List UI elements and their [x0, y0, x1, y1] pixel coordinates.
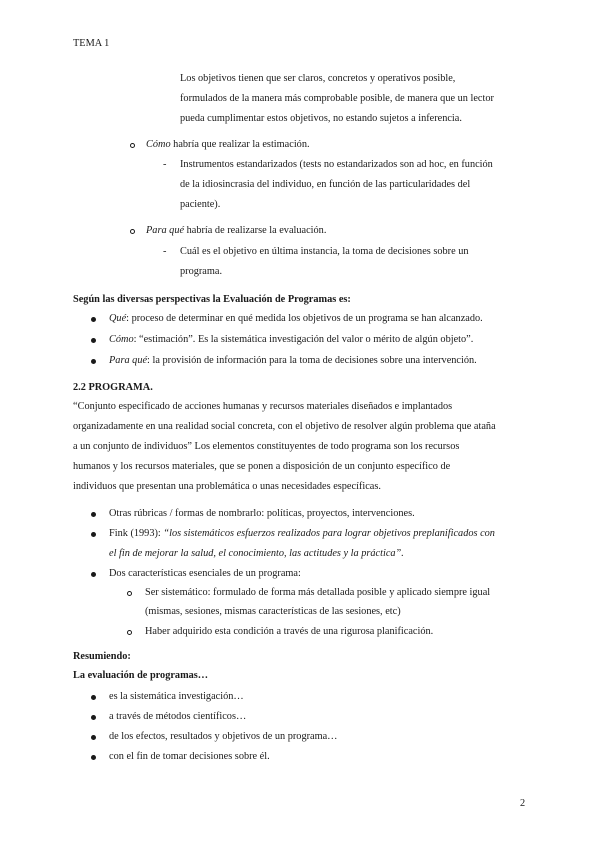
bullet-icon: [91, 735, 96, 740]
bullet-icon: [91, 695, 96, 700]
intro-line: Los objetivos tienen que ser claros, concretos y operativos posible,: [180, 73, 456, 84]
resumen-item: de los efectos, resultados y objetivos de un programa…: [109, 731, 338, 742]
como-sub-line: de la idiosincrasia del individuo, en función de las particularidades del: [180, 179, 471, 190]
circle-bullet-icon: [127, 591, 132, 596]
dash-bullet-icon: -: [163, 159, 167, 170]
bullet-icon: [91, 338, 96, 343]
circle-bullet-icon: [130, 143, 135, 148]
resumen-item: a través de métodos científicos…: [109, 711, 247, 722]
como-item: Cómo habría que realizar la estimación.: [146, 139, 310, 150]
bullet-icon: [91, 532, 96, 537]
bullet-icon: [91, 715, 96, 720]
resumen-item: con el fin de tomar decisiones sobre él.: [109, 751, 270, 762]
bullet-icon: [91, 512, 96, 517]
section-heading: 2.2 PROGRAMA.: [73, 382, 153, 393]
programa-line: individuos que presentan una problemática o unas necesidades específicas.: [73, 481, 381, 492]
programa-item-continued: el fin de mejorar la salud, el conocimiento, las actitudes y la práctica”.: [109, 548, 404, 559]
paraque-item: Para qué habría de realizarse la evaluación.: [146, 225, 327, 236]
perspectiva-item: Qué: proceso de determinar en qué medida los objetivos de un programa se han alcanzado.: [109, 313, 483, 324]
como-sub-line: paciente).: [180, 199, 221, 210]
bullet-icon: [91, 755, 96, 760]
intro-line: formulados de la manera más comprobable posible, de manera que un lector: [180, 93, 494, 104]
bullet-icon: [91, 317, 96, 322]
perspectivas-heading: Según las diversas perspectivas la Evaluación de Programas es:: [73, 294, 351, 305]
resumen-heading: Resumiendo:: [73, 651, 131, 662]
programa-line: organizadamente en una realidad social concreta, con el objetivo de resolver algún problema que ataña: [73, 421, 496, 432]
bullet-icon: [91, 359, 96, 364]
programa-line: “Conjunto especificado de acciones humanas y recursos materiales diseñados e implantados: [73, 401, 453, 412]
circle-bullet-icon: [130, 229, 135, 234]
resumen-item: es la sistemática investigación…: [109, 691, 244, 702]
page-number: 2: [520, 798, 526, 809]
bullet-icon: [91, 572, 96, 577]
resumen-subheading: La evaluación de programas…: [73, 670, 209, 681]
programa-item: Otras rúbricas / formas de nombrarlo: políticas, proyectos, intervenciones.: [109, 508, 415, 519]
paraque-sub-line: Cuál es el objetivo en última instancia, la toma de decisiones sobre un: [180, 246, 469, 257]
programa-item: Fink (1993): “los sistemáticos esfuerzos realizados para lograr objetivos preplanificados con: [109, 528, 495, 539]
como-sub-line: Instrumentos estandarizados (tests no estandarizados son ad hoc, en función: [180, 159, 493, 170]
programa-sub-item: Ser sistemático: formulado de forma más detallada posible y aplicado siempre igual: [145, 587, 491, 598]
perspectiva-item: Cómo: “estimación”. Es la sistemática investigación del valor o mérito de algún objeto”.: [109, 334, 474, 345]
programa-item: Dos características esenciales de un programa:: [109, 568, 301, 579]
programa-sub-item: Haber adquirido esta condición a través de una rigurosa planificación.: [145, 626, 434, 637]
dash-bullet-icon: -: [163, 246, 167, 257]
intro-line: pueda cumplimentar estos objetivos, no estando sujetos a inferencia.: [180, 113, 462, 124]
paraque-sub-line: programa.: [180, 266, 223, 277]
perspectiva-item: Para qué: la provisión de información para la toma de decisiones sobre una intervención.: [109, 355, 477, 366]
programa-sub-item-continued: (mismas, sesiones, mismas características de las sesiones, etc): [145, 606, 401, 617]
circle-bullet-icon: [127, 630, 132, 635]
programa-line: humanos y los recursos materiales, que se ponen a disposición de un conjunto específico de: [73, 461, 451, 472]
programa-line: a un conjunto de individuos” Los elementos constituyentes de todo programa son los recursos: [73, 441, 460, 452]
header-title: TEMA 1: [73, 38, 110, 49]
